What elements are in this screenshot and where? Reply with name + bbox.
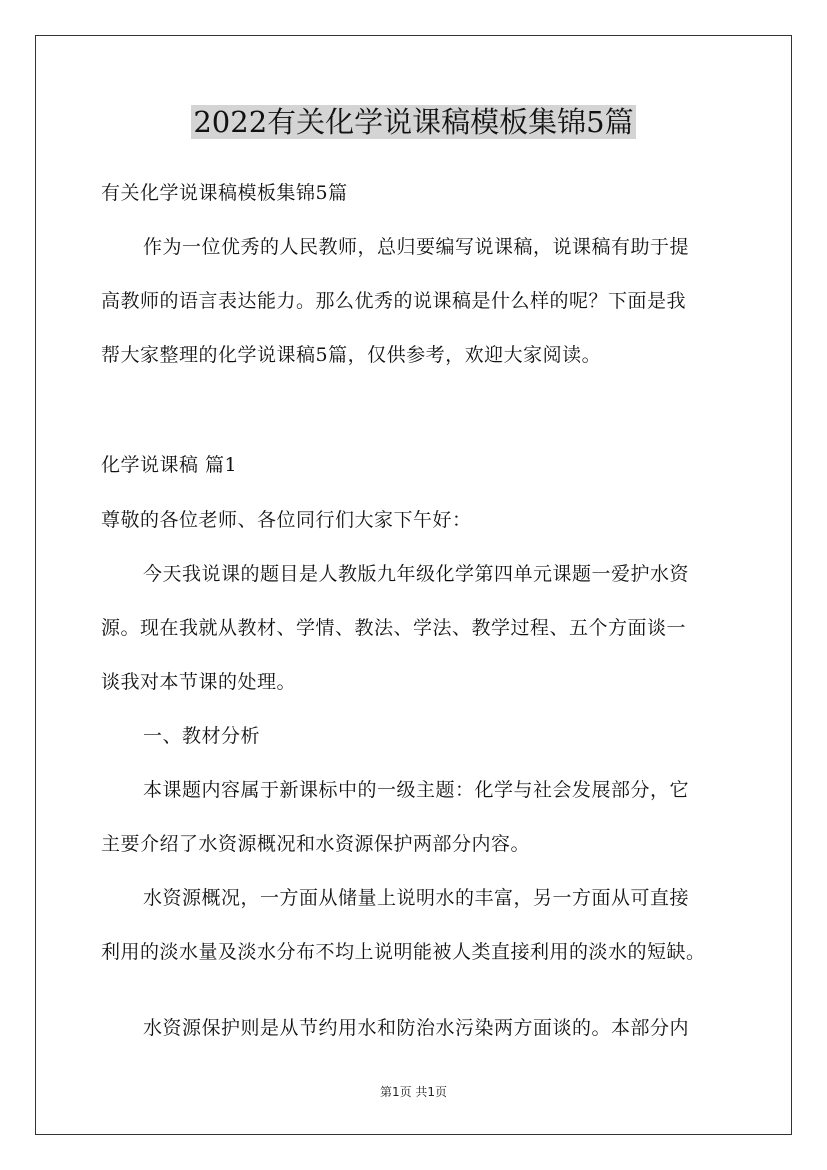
- paragraph-line: 今天我说课的题目是人教版九年级化学第四单元课题一爱护水资: [143, 563, 690, 585]
- paragraph-line: 作为一位优秀的人民教师，总归要编写说课稿，说课稿有助于提: [143, 236, 690, 258]
- paragraph-line: 谈我对本节课的处理。: [101, 671, 297, 693]
- paragraph-line: 主要介绍了水资源概况和水资源保护两部分内容。: [101, 833, 531, 855]
- paragraph-line: 水资源保护则是从节约用水和防治水污染两方面谈的。本部分内: [143, 1017, 690, 1039]
- paragraph-line: 水资源概况，一方面从储量上说明水的丰富，另一方面从可直接: [143, 887, 690, 909]
- paragraph-line: 利用的淡水量及淡水分布不均上说明能被人类直接利用的淡水的短缺。: [101, 941, 706, 963]
- subsection-heading: 一、教材分析: [143, 725, 261, 747]
- title-highlight: 2022有关化学说课稿模板集锦5篇: [193, 105, 634, 139]
- greeting-line: 尊敬的各位老师、各位同行们大家下午好：: [101, 509, 472, 531]
- section-heading: 化学说课稿 篇1: [101, 454, 238, 476]
- document-title: [0, 100, 827, 144]
- paragraph-line: 高教师的语言表达能力。那么优秀的说课稿是什么样的呢？下面是我: [101, 290, 687, 312]
- paragraph-line: 源。现在我就从教材、学情、教法、学法、教学过程、五个方面谈一: [101, 617, 687, 639]
- paragraph-line: 本课题内容属于新课标中的一级主题：化学与社会发展部分，它: [143, 779, 690, 801]
- document-subtitle: 有关化学说课稿模板集锦5篇: [101, 182, 348, 204]
- paragraph-line: 帮大家整理的化学说课稿5篇，仅供参考，欢迎大家阅读。: [101, 344, 602, 366]
- page-footer: 第1页 共1页: [379, 1085, 448, 1099]
